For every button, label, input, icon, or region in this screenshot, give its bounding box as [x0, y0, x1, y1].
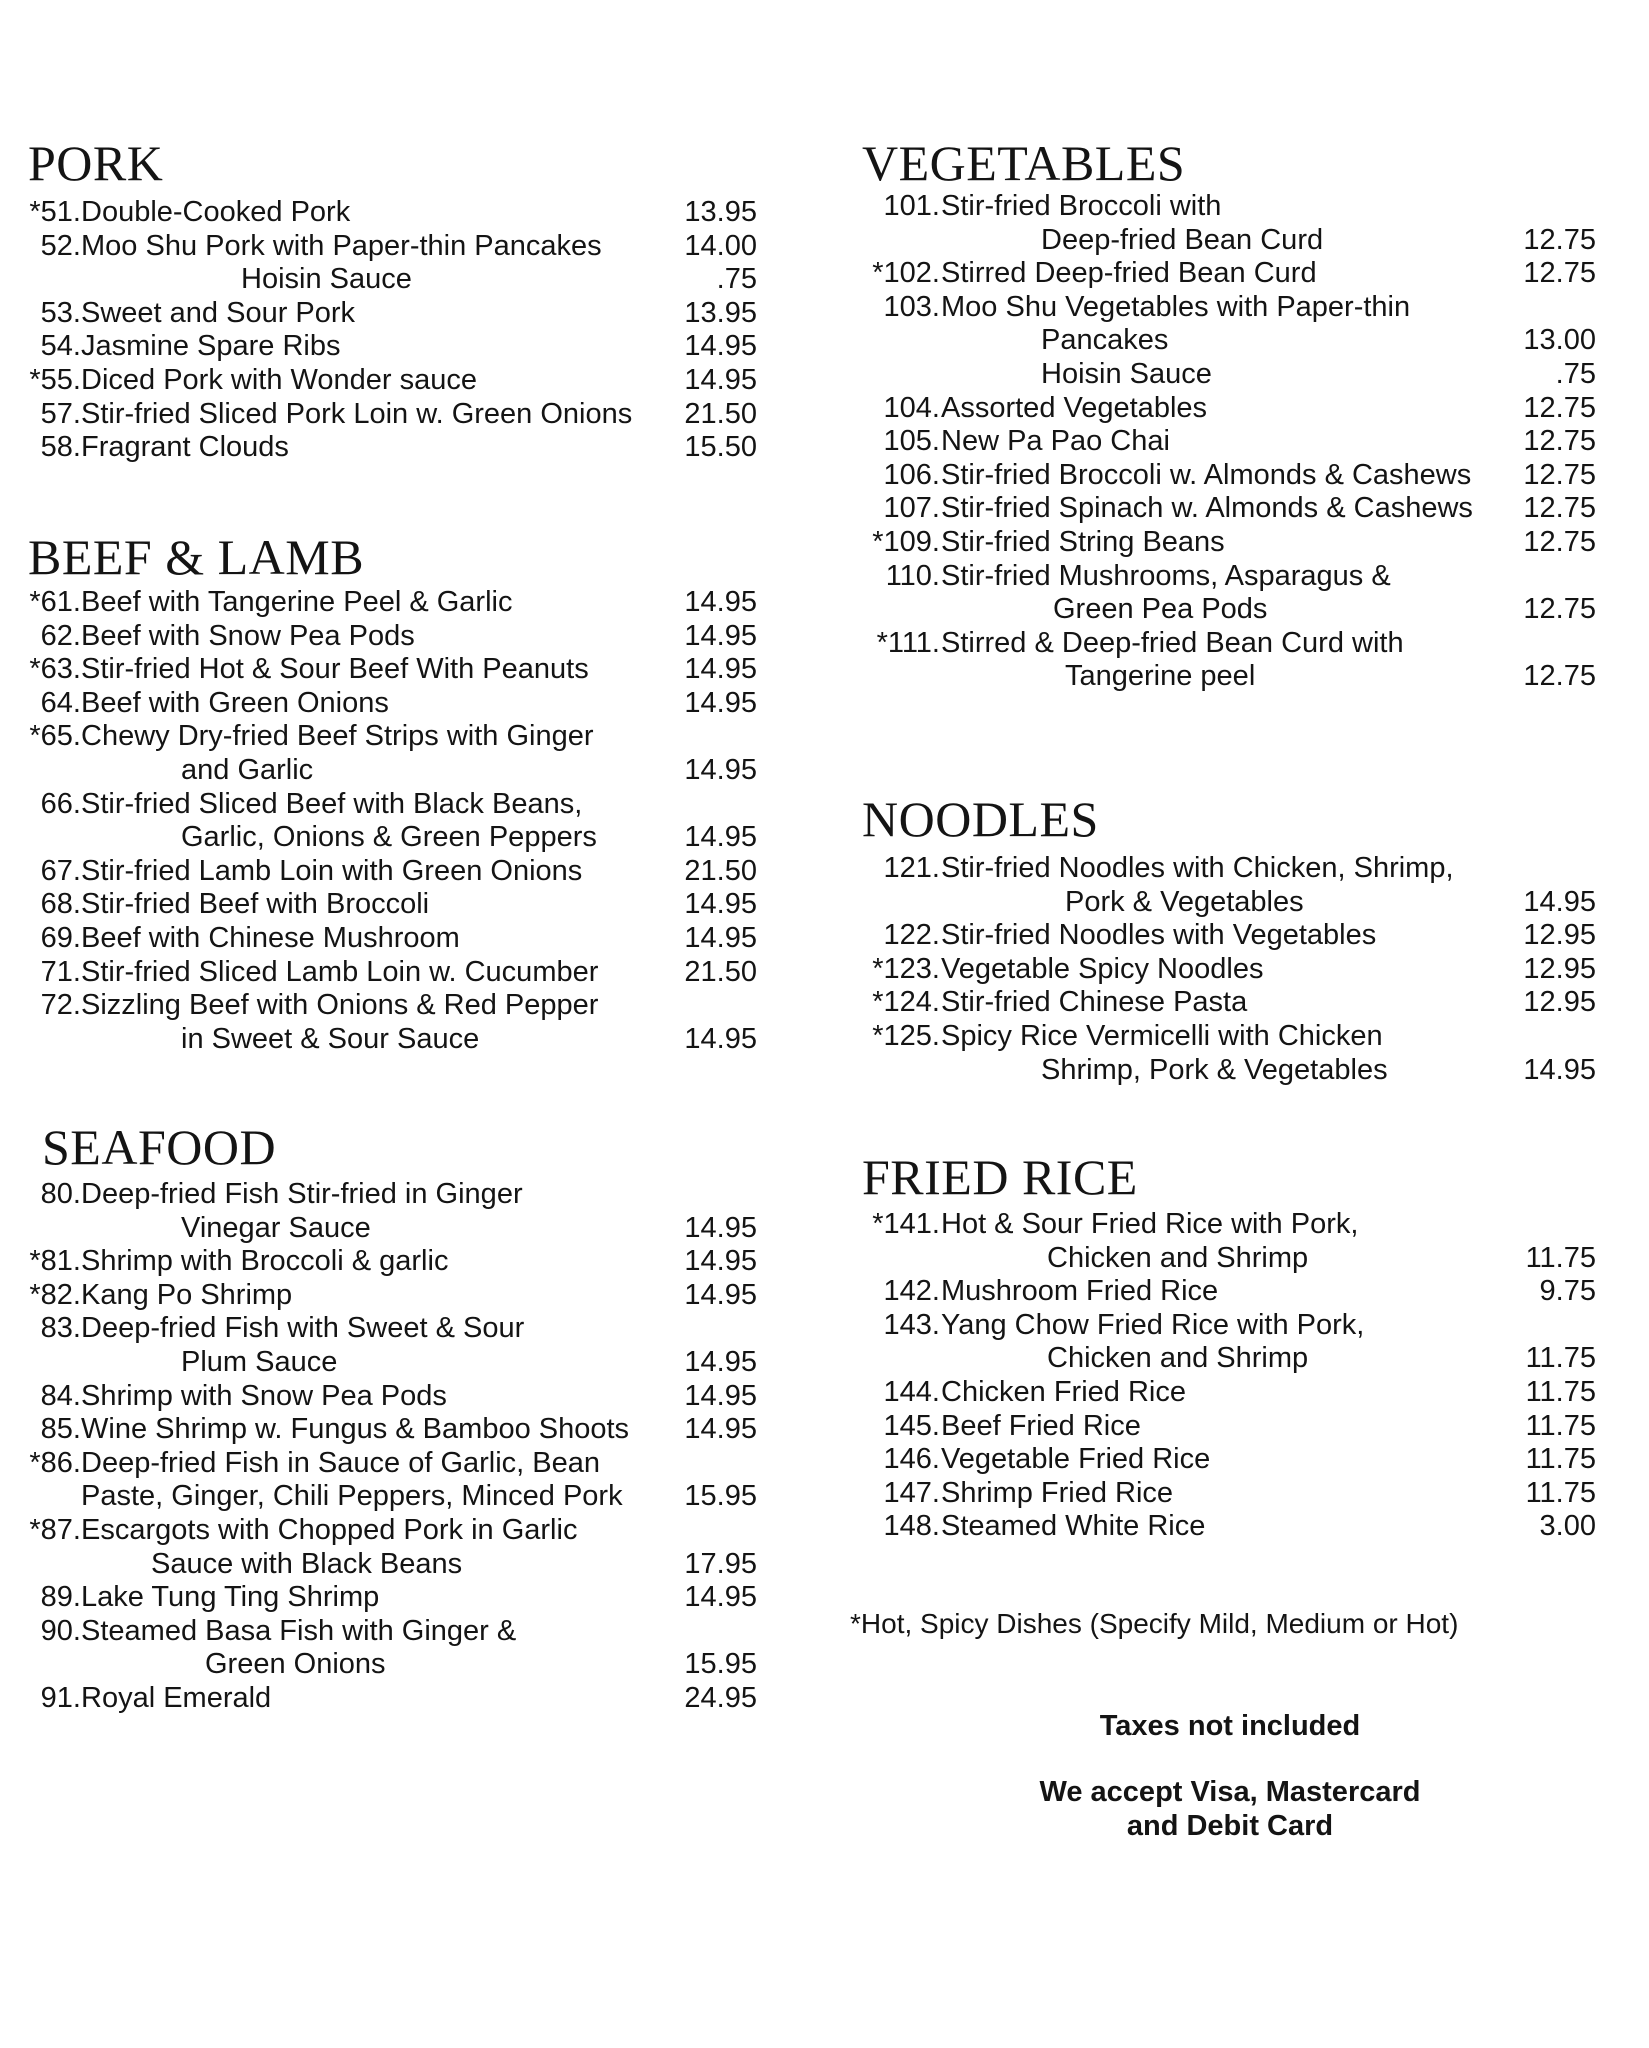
item-name: Sweet and Sour Pork	[81, 296, 356, 329]
item-price: 13.95	[684, 196, 757, 228]
item-price: 14.95	[684, 1245, 757, 1278]
seafood-menu-row	[0, 1178, 790, 1212]
item-name: Chicken and Shrimp	[1047, 1342, 1309, 1375]
pork-menu-row	[0, 263, 790, 297]
item-number: 91.	[40, 1681, 81, 1714]
vegetables-menu-row	[820, 425, 1649, 459]
beef-lamb-menu-row	[0, 653, 790, 687]
seafood-menu-row	[0, 1480, 790, 1514]
item-number: 106.	[883, 458, 940, 491]
seafood-menu-row	[0, 1581, 790, 1615]
item-name: Yang Chow Fried Rice with Pork,	[941, 1308, 1365, 1341]
vegetables-item-list	[820, 190, 1649, 694]
item-name: Stirred Deep-fried Bean Curd	[941, 257, 1317, 290]
pork-menu-row	[0, 297, 790, 331]
seafood-menu-row	[0, 1648, 790, 1682]
item-number: 89.	[40, 1581, 81, 1614]
seafood-menu-row	[0, 1615, 790, 1649]
pork-menu-row	[0, 330, 790, 364]
item-name: Steamed White Rice	[941, 1510, 1206, 1543]
beef-lamb-heading: BEEF & LAMB	[28, 529, 365, 585]
item-number: *81.	[29, 1245, 81, 1278]
item-price: 21.50	[684, 955, 757, 988]
item-name: Kang Po Shrimp	[81, 1278, 293, 1311]
taxes-note: Taxes not included	[1099, 1710, 1361, 1742]
item-price: 15.50	[684, 431, 757, 464]
item-price: 12.75	[1523, 492, 1596, 525]
fried-rice-item-list	[820, 1208, 1649, 1544]
fried-rice-heading: FRIED RICE	[862, 1149, 1138, 1205]
item-name: Pancakes	[1041, 324, 1169, 357]
item-price: 11.75	[1525, 1375, 1596, 1408]
item-price: 14.95	[684, 821, 757, 854]
item-name: Tangerine peel	[1065, 660, 1256, 693]
seafood-menu-row	[0, 1447, 790, 1481]
vegetables-menu-row	[820, 392, 1649, 426]
item-number: 53.	[40, 296, 81, 329]
item-number: 57.	[40, 397, 81, 430]
item-name: in Sweet & Sour Sauce	[181, 1022, 480, 1055]
item-price: 14.95	[684, 921, 757, 954]
pork-item-list	[0, 196, 790, 465]
fried-rice-menu-row	[820, 1208, 1649, 1242]
seafood-menu-row	[0, 1413, 790, 1447]
item-price: 14.95	[684, 1022, 757, 1055]
item-number: *124.	[872, 986, 940, 1019]
item-price: 9.75	[1539, 1275, 1596, 1308]
item-number: 66.	[40, 787, 81, 820]
item-number: *125.	[872, 1019, 940, 1052]
seafood-menu-row	[0, 1212, 790, 1246]
item-price: 12.75	[1523, 525, 1596, 558]
item-name: Stir-fried Hot & Sour Beef With Peanuts	[81, 653, 589, 686]
item-price: 12.95	[1523, 952, 1596, 985]
item-number: 90.	[40, 1614, 81, 1647]
item-number: 58.	[40, 431, 81, 464]
item-price: 14.95	[684, 1581, 757, 1614]
vegetables-menu-row	[820, 627, 1649, 661]
item-number: 148.	[883, 1510, 940, 1543]
item-number: *102.	[872, 257, 940, 290]
item-name: Deep-fried Fish with Sweet & Sour	[81, 1312, 525, 1345]
item-price: 3.00	[1539, 1510, 1596, 1543]
item-number: *61.	[29, 586, 81, 618]
vegetables-menu-row	[820, 257, 1649, 291]
seafood-menu-row	[0, 1514, 790, 1548]
item-price: 14.95	[684, 586, 757, 618]
item-name: Fragrant Clouds	[81, 431, 289, 464]
item-price: 12.95	[1523, 919, 1596, 952]
item-name: Shrimp with Broccoli & garlic	[81, 1245, 449, 1278]
item-name: Sauce with Black Beans	[151, 1547, 463, 1580]
item-price: 12.75	[1523, 223, 1596, 256]
item-number: *51.	[29, 196, 81, 228]
fried-rice-menu-row	[820, 1376, 1649, 1410]
item-number: 147.	[883, 1476, 940, 1509]
vegetables-menu-row	[820, 593, 1649, 627]
item-number: 68.	[40, 888, 81, 921]
item-name: Stir-fried String Beans	[941, 525, 1225, 558]
payment-note-line2: and Debit Card	[1126, 1810, 1334, 1842]
item-name: Escargots with Chopped Pork in Garlic	[81, 1513, 578, 1546]
item-price: 14.95	[684, 753, 757, 786]
item-number: *86.	[29, 1446, 81, 1479]
item-name: Royal Emerald	[81, 1681, 272, 1714]
item-price: 14.95	[684, 686, 757, 719]
item-name: Moo Shu Pork with Paper-thin Pancakes	[81, 229, 602, 262]
item-number: 52.	[40, 229, 81, 262]
item-price: 21.50	[684, 854, 757, 887]
fried-rice-menu-row	[820, 1242, 1649, 1276]
item-price: .75	[1555, 357, 1596, 390]
item-number: *82.	[29, 1278, 81, 1311]
item-number: 105.	[883, 425, 940, 458]
item-price: 12.75	[1523, 257, 1596, 290]
item-number: 145.	[883, 1409, 940, 1442]
item-number: 121.	[883, 852, 940, 884]
item-name: Stir-fried Noodles with Vegetables	[941, 919, 1377, 952]
beef-lamb-menu-row	[0, 922, 790, 956]
pork-menu-row	[0, 364, 790, 398]
item-name: New Pa Pao Chai	[941, 425, 1170, 458]
item-name: Steamed Basa Fish with Ginger &	[81, 1614, 517, 1647]
seafood-menu-row	[0, 1245, 790, 1279]
item-number: *87.	[29, 1513, 81, 1546]
fried-rice-menu-row	[820, 1410, 1649, 1444]
item-price: 17.95	[684, 1547, 757, 1580]
item-number: 69.	[40, 921, 81, 954]
item-name: Stirred & Deep-fried Bean Curd with	[941, 626, 1404, 659]
vegetables-menu-row	[820, 224, 1649, 258]
item-price: 14.95	[684, 653, 757, 686]
seafood-menu-row	[0, 1682, 790, 1716]
item-name: Vegetable Spicy Noodles	[941, 952, 1264, 985]
beef-lamb-menu-row	[0, 1023, 790, 1057]
item-price: 14.00	[684, 229, 757, 262]
item-name: Stir-fried Chinese Pasta	[941, 986, 1248, 1019]
seafood-item-list	[0, 1178, 790, 1716]
vegetables-menu-row	[820, 526, 1649, 560]
item-name: Stir-fried Sliced Pork Loin w. Green Onions	[81, 397, 633, 430]
item-price: 12.75	[1523, 593, 1596, 626]
fried-rice-menu-row	[820, 1275, 1649, 1309]
item-price: 11.75	[1525, 1476, 1596, 1509]
pork-menu-row	[0, 398, 790, 432]
item-number: 67.	[40, 854, 81, 887]
item-number: 104.	[883, 391, 940, 424]
beef-lamb-menu-row	[0, 687, 790, 721]
item-number: *63.	[29, 653, 81, 686]
item-name: Beef with Green Onions	[81, 686, 389, 719]
fried-rice-menu-row	[820, 1342, 1649, 1376]
item-price: 11.75	[1525, 1342, 1596, 1375]
item-price: 13.00	[1523, 324, 1596, 357]
item-name: Green Onions	[205, 1648, 386, 1681]
item-name: Paste, Ginger, Chili Peppers, Minced Pork	[81, 1480, 623, 1513]
vegetables-menu-row	[820, 291, 1649, 325]
item-number: 72.	[40, 989, 81, 1022]
item-name: Hot & Sour Fried Rice with Pork,	[941, 1208, 1359, 1240]
seafood-heading: SEAFOOD	[42, 1119, 277, 1175]
item-price: 14.95	[684, 363, 757, 396]
item-number: 85.	[40, 1413, 81, 1446]
item-name: Assorted Vegetables	[941, 391, 1208, 424]
item-name: Chicken and Shrimp	[1047, 1241, 1309, 1274]
noodles-item-list	[820, 852, 1649, 1087]
beef-lamb-menu-row	[0, 888, 790, 922]
item-name: Vinegar Sauce	[181, 1211, 371, 1244]
beef-lamb-menu-row	[0, 720, 790, 754]
item-name: Double-Cooked Pork	[81, 196, 351, 228]
item-name: Pork & Vegetables	[1065, 885, 1304, 918]
item-name: Hoisin Sauce	[1041, 357, 1212, 390]
vegetables-menu-row	[820, 324, 1649, 358]
pork-menu-row	[0, 196, 790, 230]
item-price: 15.95	[684, 1480, 757, 1513]
item-price: 12.75	[1523, 391, 1596, 424]
item-number: 107.	[883, 492, 940, 525]
seafood-menu-row	[0, 1548, 790, 1582]
noodles-menu-row	[820, 986, 1649, 1020]
item-number: 62.	[40, 619, 81, 652]
item-name: Beef with Tangerine Peel & Garlic	[81, 586, 513, 618]
item-price: 12.95	[1523, 986, 1596, 1019]
fried-rice-menu-row	[820, 1477, 1649, 1511]
item-price: 15.95	[684, 1648, 757, 1681]
item-name: Sizzling Beef with Onions & Red Pepper	[81, 989, 599, 1022]
item-price: 14.95	[684, 1345, 757, 1378]
spicy-note: *Hot, Spicy Dishes (Specify Mild, Medium or Hot)	[850, 1608, 1459, 1639]
item-name: Moo Shu Vegetables with Paper-thin	[941, 290, 1411, 323]
item-price: 11.75	[1525, 1443, 1596, 1476]
item-price: 14.95	[684, 1278, 757, 1311]
item-name: Chewy Dry-fried Beef Strips with Ginger	[81, 720, 594, 753]
item-number: 64.	[40, 686, 81, 719]
item-number: 143.	[883, 1308, 940, 1341]
item-price: 13.95	[684, 296, 757, 329]
item-name: Green Pea Pods	[1053, 593, 1268, 626]
item-name: Deep-fried Fish Stir-fried in Ginger	[81, 1178, 523, 1210]
fried-rice-menu-row	[820, 1510, 1649, 1544]
item-number: *109.	[872, 525, 940, 558]
item-price: 14.95	[684, 1413, 757, 1446]
item-name: Plum Sauce	[181, 1345, 338, 1378]
seafood-menu-row	[0, 1312, 790, 1346]
item-price: 14.95	[684, 619, 757, 652]
item-number: 110.	[885, 559, 940, 592]
item-number: 54.	[40, 330, 81, 363]
vegetables-menu-row	[820, 560, 1649, 594]
beef-lamb-menu-row	[0, 788, 790, 822]
item-number: 71.	[40, 955, 81, 988]
seafood-menu-row	[0, 1279, 790, 1313]
beef-lamb-menu-row	[0, 586, 790, 620]
item-name: Shrimp with Snow Pea Pods	[81, 1379, 447, 1412]
vegetables-menu-row	[820, 660, 1649, 694]
item-name: Mushroom Fried Rice	[941, 1275, 1219, 1308]
item-price: 12.75	[1523, 660, 1596, 693]
pork-heading: PORK	[28, 135, 164, 191]
item-price: 11.75	[1525, 1409, 1596, 1442]
item-name: Stir-fried Broccoli with	[941, 190, 1222, 222]
vegetables-menu-row	[820, 190, 1649, 224]
beef-lamb-menu-row	[0, 855, 790, 889]
item-price: 14.95	[684, 330, 757, 363]
item-name: Stir-fried Beef with Broccoli	[81, 888, 430, 921]
item-name: Deep-fried Fish in Sauce of Garlic, Bean	[81, 1446, 601, 1479]
beef-lamb-menu-row	[0, 989, 790, 1023]
beef-lamb-item-list	[0, 586, 790, 1056]
item-number: 146.	[883, 1443, 940, 1476]
item-number: 144.	[883, 1375, 940, 1408]
beef-lamb-menu-row	[0, 956, 790, 990]
item-name: Stir-fried Mushrooms, Asparagus &	[941, 559, 1391, 592]
item-price: 12.75	[1523, 425, 1596, 458]
item-name: Stir-fried Lamb Loin with Green Onions	[81, 854, 583, 887]
item-number: 80.	[40, 1178, 81, 1210]
vegetables-menu-row	[820, 459, 1649, 493]
vegetables-menu-row	[820, 492, 1649, 526]
item-number: *65.	[29, 720, 81, 753]
item-number: 122.	[883, 919, 940, 952]
vegetables-heading: VEGETABLES	[862, 135, 1186, 191]
item-number: 83.	[40, 1312, 81, 1345]
item-number: 101.	[883, 190, 940, 222]
item-name: Lake Tung Ting Shrimp	[81, 1581, 380, 1614]
beef-lamb-menu-row	[0, 821, 790, 855]
payment-note-line1: We accept Visa, Mastercard	[1039, 1776, 1421, 1808]
vegetables-menu-row	[820, 358, 1649, 392]
fried-rice-menu-row	[820, 1443, 1649, 1477]
noodles-menu-row	[820, 852, 1649, 886]
item-price: 14.95	[684, 888, 757, 921]
seafood-menu-row	[0, 1380, 790, 1414]
beef-lamb-menu-row	[0, 620, 790, 654]
noodles-heading: NOODLES	[862, 791, 1099, 847]
item-name: Diced Pork with Wonder sauce	[81, 363, 477, 396]
item-price: 14.95	[1523, 1053, 1596, 1086]
item-name: Chicken Fried Rice	[941, 1375, 1186, 1408]
item-name: Shrimp Fried Rice	[941, 1476, 1174, 1509]
noodles-menu-row	[820, 1020, 1649, 1054]
item-name: Beef with Snow Pea Pods	[81, 619, 415, 652]
item-number: 142.	[883, 1275, 940, 1308]
item-price: .75	[716, 263, 757, 296]
item-name: Beef Fried Rice	[941, 1409, 1141, 1442]
seafood-menu-row	[0, 1346, 790, 1380]
item-name: Stir-fried Sliced Lamb Loin w. Cucumber	[81, 955, 599, 988]
item-name: Shrimp, Pork & Vegetables	[1041, 1053, 1388, 1086]
item-number: *55.	[29, 363, 81, 396]
item-name: Beef with Chinese Mushroom	[81, 921, 460, 954]
item-price: 14.95	[684, 1211, 757, 1244]
item-name: Stir-fried Spinach w. Almonds & Cashews	[941, 492, 1473, 525]
item-number: *123.	[872, 952, 940, 985]
item-name: Stir-fried Sliced Beef with Black Beans,	[81, 787, 583, 820]
item-name: Jasmine Spare Ribs	[81, 330, 341, 363]
noodles-menu-row	[820, 886, 1649, 920]
item-name: Hoisin Sauce	[241, 263, 412, 296]
item-name: and Garlic	[181, 753, 314, 786]
noodles-menu-row	[820, 1054, 1649, 1088]
noodles-menu-row	[820, 919, 1649, 953]
pork-menu-row	[0, 230, 790, 264]
item-name: Wine Shrimp w. Fungus & Bamboo Shoots	[81, 1413, 630, 1446]
item-number: *141.	[872, 1208, 940, 1240]
item-number: *111.	[876, 626, 940, 659]
item-price: 24.95	[684, 1681, 757, 1714]
fried-rice-menu-row	[820, 1309, 1649, 1343]
item-name: Garlic, Onions & Green Peppers	[181, 821, 597, 854]
item-name: Spicy Rice Vermicelli with Chicken	[941, 1019, 1383, 1052]
item-price: 11.75	[1525, 1241, 1596, 1274]
noodles-menu-row	[820, 953, 1649, 987]
beef-lamb-menu-row	[0, 754, 790, 788]
item-price: 21.50	[684, 397, 757, 430]
pork-menu-row	[0, 431, 790, 465]
item-name: Stir-fried Noodles with Chicken, Shrimp,	[941, 852, 1454, 884]
item-name: Vegetable Fried Rice	[941, 1443, 1211, 1476]
item-price: 14.95	[1523, 885, 1596, 918]
item-price: 12.75	[1523, 458, 1596, 491]
item-number: 103.	[883, 290, 940, 323]
item-price: 14.95	[684, 1379, 757, 1412]
item-name: Stir-fried Broccoli w. Almonds & Cashews	[941, 458, 1472, 491]
item-name: Deep-fried Bean Curd	[1041, 223, 1324, 256]
item-number: 84.	[40, 1379, 81, 1412]
